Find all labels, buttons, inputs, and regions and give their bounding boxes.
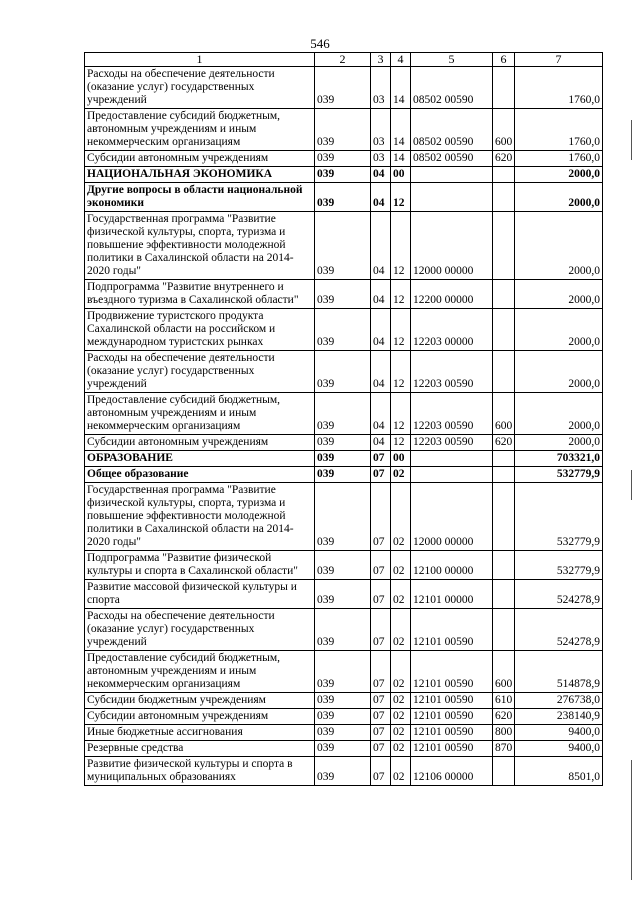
table-row	[85, 551, 603, 580]
row-target-article: 12100 00000	[411, 551, 493, 580]
row-code: 039	[315, 551, 371, 580]
row-subsection: 12	[391, 393, 411, 435]
row-code: 039	[315, 212, 371, 280]
row-subsection: 00	[391, 167, 411, 183]
row-expense-type	[493, 609, 515, 651]
row-expense-type: 600	[493, 109, 515, 151]
scan-edge-mark	[631, 760, 632, 880]
row-target-article: 12200 00000	[411, 280, 493, 309]
row-code: 039	[315, 280, 371, 309]
row-target-article: 12000 00000	[411, 483, 493, 551]
row-name: Подпрограмма "Развитие внутреннего и въездного туризма в Сахалинской области"	[85, 280, 315, 309]
row-section: 07	[371, 651, 391, 693]
row-sum: 9400,0	[515, 741, 603, 757]
table-row	[85, 725, 603, 741]
row-expense-type	[493, 309, 515, 351]
row-section: 07	[371, 483, 391, 551]
row-target-article: 12203 00590	[411, 351, 493, 393]
table-row	[85, 351, 603, 393]
row-code: 039	[315, 580, 371, 609]
row-section: 04	[371, 435, 391, 451]
row-expense-type	[493, 551, 515, 580]
row-target-article	[411, 167, 493, 183]
row-expense-type	[493, 483, 515, 551]
row-sum: 2000,0	[515, 309, 603, 351]
row-sum: 1760,0	[515, 109, 603, 151]
row-section: 07	[371, 580, 391, 609]
row-section: 03	[371, 151, 391, 167]
row-name: Расходы на обеспечение деятельности (оказание услуг) государственных учреждений	[85, 609, 315, 651]
row-name: ОБРАЗОВАНИЕ	[85, 451, 315, 467]
row-name: Продвижение туристского продукта Сахалинской области на российском и международном туристских рынках	[85, 309, 315, 351]
row-target-article: 12101 00590	[411, 709, 493, 725]
row-name: Развитие массовой физической культуры и спорта	[85, 580, 315, 609]
row-target-article: 12101 00590	[411, 609, 493, 651]
row-subsection: 12	[391, 183, 411, 212]
row-expense-type	[493, 451, 515, 467]
row-section: 04	[371, 280, 391, 309]
table-body	[85, 67, 603, 786]
header-cell: 2	[315, 53, 371, 67]
row-sum: 524278,9	[515, 580, 603, 609]
row-expense-type: 620	[493, 709, 515, 725]
row-expense-type	[493, 212, 515, 280]
header-cell: 7	[515, 53, 603, 67]
row-sum: 238140,9	[515, 709, 603, 725]
row-expense-type: 620	[493, 435, 515, 451]
table-row	[85, 709, 603, 725]
row-code: 039	[315, 693, 371, 709]
table-row	[85, 309, 603, 351]
row-name: Подпрограмма "Развитие физической культуры и спорта в Сахалинской области"	[85, 551, 315, 580]
row-target-article: 12203 00590	[411, 435, 493, 451]
row-name: НАЦИОНАЛЬНАЯ ЭКОНОМИКА	[85, 167, 315, 183]
table-row	[85, 151, 603, 167]
row-name: Субсидии автономным учреждениям	[85, 709, 315, 725]
row-target-article: 12101 00590	[411, 651, 493, 693]
table-row	[85, 212, 603, 280]
header-cell: 4	[391, 53, 411, 67]
row-code: 039	[315, 483, 371, 551]
row-section: 07	[371, 757, 391, 786]
row-subsection: 02	[391, 693, 411, 709]
budget-table	[84, 52, 603, 786]
row-sum: 2000,0	[515, 435, 603, 451]
row-section: 04	[371, 309, 391, 351]
scan-edge-mark	[631, 120, 632, 160]
row-name: Предоставление субсидий бюджетным, автономным учреждениям и иным некоммерческим организациям	[85, 393, 315, 435]
row-expense-type: 620	[493, 151, 515, 167]
row-target-article	[411, 467, 493, 483]
row-name: Субсидии автономным учреждениям	[85, 151, 315, 167]
row-code: 039	[315, 183, 371, 212]
row-subsection: 12	[391, 280, 411, 309]
row-section: 04	[371, 183, 391, 212]
row-section: 03	[371, 109, 391, 151]
header-cell: 5	[411, 53, 493, 67]
row-subsection: 02	[391, 757, 411, 786]
row-code: 039	[315, 167, 371, 183]
row-expense-type: 600	[493, 393, 515, 435]
row-sum: 1760,0	[515, 151, 603, 167]
row-sum: 8501,0	[515, 757, 603, 786]
table-row	[85, 757, 603, 786]
row-name: Расходы на обеспечение деятельности (оказание услуг) государственных учреждений	[85, 351, 315, 393]
row-section: 07	[371, 709, 391, 725]
row-section: 03	[371, 67, 391, 109]
row-name: Общее образование	[85, 467, 315, 483]
table-row	[85, 280, 603, 309]
row-target-article: 08502 00590	[411, 151, 493, 167]
row-code: 039	[315, 109, 371, 151]
row-section: 07	[371, 741, 391, 757]
row-target-article: 12106 00000	[411, 757, 493, 786]
row-sum: 9400,0	[515, 725, 603, 741]
row-subsection: 02	[391, 725, 411, 741]
row-target-article: 12203 00590	[411, 393, 493, 435]
row-subsection: 12	[391, 212, 411, 280]
row-code: 039	[315, 351, 371, 393]
row-target-article: 12000 00000	[411, 212, 493, 280]
row-name: Резервные средства	[85, 741, 315, 757]
row-expense-type	[493, 67, 515, 109]
row-target-article: 12101 00590	[411, 693, 493, 709]
row-expense-type: 800	[493, 725, 515, 741]
header-cell: 3	[371, 53, 391, 67]
row-section: 07	[371, 609, 391, 651]
row-subsection: 02	[391, 580, 411, 609]
table-row	[85, 580, 603, 609]
row-name: Расходы на обеспечение деятельности (оказание услуг) государственных учреждений	[85, 67, 315, 109]
row-section: 07	[371, 451, 391, 467]
row-subsection: 14	[391, 151, 411, 167]
row-sum: 1760,0	[515, 67, 603, 109]
row-target-article: 12101 00590	[411, 725, 493, 741]
row-section: 07	[371, 551, 391, 580]
row-section: 07	[371, 467, 391, 483]
scan-edge-mark	[631, 470, 632, 500]
header-cell: 1	[85, 53, 315, 67]
row-code: 039	[315, 725, 371, 741]
row-sum: 514878,9	[515, 651, 603, 693]
row-code: 039	[315, 709, 371, 725]
row-subsection: 14	[391, 67, 411, 109]
row-code: 039	[315, 435, 371, 451]
table-row	[85, 435, 603, 451]
row-sum: 532779,9	[515, 551, 603, 580]
row-subsection: 02	[391, 551, 411, 580]
row-subsection: 00	[391, 451, 411, 467]
row-name: Субсидии бюджетным учреждениям	[85, 693, 315, 709]
row-subsection: 02	[391, 651, 411, 693]
row-code: 039	[315, 757, 371, 786]
table-row	[85, 183, 603, 212]
row-expense-type	[493, 167, 515, 183]
row-subsection: 14	[391, 109, 411, 151]
row-target-article	[411, 451, 493, 467]
row-sum: 532779,9	[515, 467, 603, 483]
row-section: 04	[371, 393, 391, 435]
row-subsection: 02	[391, 483, 411, 551]
table-row	[85, 167, 603, 183]
row-target-article: 08502 00590	[411, 67, 493, 109]
row-code: 039	[315, 467, 371, 483]
row-code: 039	[315, 151, 371, 167]
row-code: 039	[315, 451, 371, 467]
row-expense-type	[493, 467, 515, 483]
row-name: Предоставление субсидий бюджетным, автономным учреждениям и иным некоммерческим организациям	[85, 651, 315, 693]
table-header-row	[85, 53, 603, 67]
row-name: Иные бюджетные ассигнования	[85, 725, 315, 741]
row-sum: 703321,0	[515, 451, 603, 467]
row-expense-type	[493, 580, 515, 609]
row-name: Другие вопросы в области национальной экономики	[85, 183, 315, 212]
table-row	[85, 741, 603, 757]
row-section: 07	[371, 693, 391, 709]
row-sum: 2000,0	[515, 183, 603, 212]
row-name: Субсидии автономным учреждениям	[85, 435, 315, 451]
table-row	[85, 651, 603, 693]
table-row	[85, 109, 603, 151]
row-name: Развитие физической культуры и спорта в муниципальных образованиях	[85, 757, 315, 786]
row-target-article: 08502 00590	[411, 109, 493, 151]
row-sum: 532779,9	[515, 483, 603, 551]
row-target-article	[411, 183, 493, 212]
row-section: 07	[371, 725, 391, 741]
row-expense-type	[493, 757, 515, 786]
header-cell: 6	[493, 53, 515, 67]
row-subsection: 02	[391, 609, 411, 651]
row-sum: 2000,0	[515, 393, 603, 435]
row-expense-type	[493, 351, 515, 393]
row-subsection: 12	[391, 435, 411, 451]
row-target-article: 12101 00000	[411, 580, 493, 609]
table-row	[85, 393, 603, 435]
row-sum: 2000,0	[515, 351, 603, 393]
row-name: Предоставление субсидий бюджетным, автономным учреждениям и иным некоммерческим организациям	[85, 109, 315, 151]
table-row	[85, 483, 603, 551]
row-section: 04	[371, 351, 391, 393]
row-expense-type	[493, 183, 515, 212]
table-row	[85, 467, 603, 483]
row-section: 04	[371, 212, 391, 280]
row-name: Государственная программа "Развитие физической культуры, спорта, туризма и повышение эффективности молодежной политики в Сахалинской области на 2014-2020 годы"	[85, 483, 315, 551]
row-sum: 524278,9	[515, 609, 603, 651]
table-row	[85, 693, 603, 709]
row-code: 039	[315, 393, 371, 435]
row-expense-type	[493, 280, 515, 309]
row-sum: 2000,0	[515, 212, 603, 280]
table-row	[85, 609, 603, 651]
table-row	[85, 451, 603, 467]
page-number: 546	[310, 36, 330, 51]
table-row	[85, 67, 603, 109]
row-sum: 276738,0	[515, 693, 603, 709]
row-expense-type: 600	[493, 651, 515, 693]
row-code: 039	[315, 609, 371, 651]
row-code: 039	[315, 67, 371, 109]
row-name: Государственная программа "Развитие физической культуры, спорта, туризма и повышение эффективности молодежной политики в Сахалинской области на 2014-2020 годы"	[85, 212, 315, 280]
row-section: 04	[371, 167, 391, 183]
row-code: 039	[315, 651, 371, 693]
row-code: 039	[315, 309, 371, 351]
row-sum: 2000,0	[515, 280, 603, 309]
row-sum: 2000,0	[515, 167, 603, 183]
row-subsection: 12	[391, 309, 411, 351]
row-target-article: 12203 00000	[411, 309, 493, 351]
row-subsection: 02	[391, 741, 411, 757]
row-code: 039	[315, 741, 371, 757]
row-expense-type: 870	[493, 741, 515, 757]
row-target-article: 12101 00590	[411, 741, 493, 757]
row-expense-type: 610	[493, 693, 515, 709]
row-subsection: 02	[391, 709, 411, 725]
row-subsection: 12	[391, 351, 411, 393]
row-subsection: 02	[391, 467, 411, 483]
